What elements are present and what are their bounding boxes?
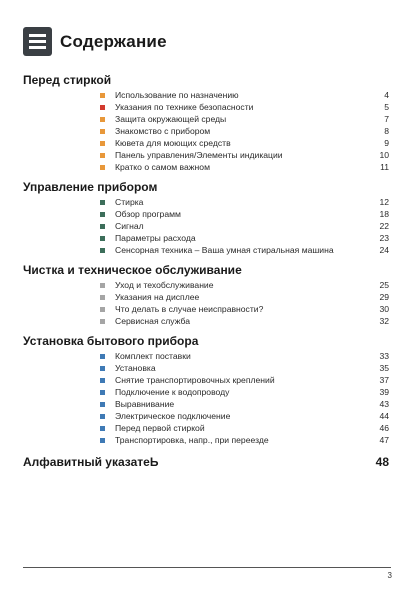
bullet-square-icon bbox=[100, 248, 105, 253]
toc-entry[interactable] bbox=[23, 196, 389, 208]
toc-entry[interactable] bbox=[23, 149, 389, 161]
entry-page-number: 33 bbox=[379, 351, 389, 361]
entry-page-number: 18 bbox=[379, 209, 389, 219]
toc-entry[interactable] bbox=[23, 137, 389, 149]
entry-label: Кювета для моющих средств bbox=[115, 138, 231, 148]
entry-label: Снятие транспортировочных креплений bbox=[115, 375, 275, 385]
entry-label: Панель управления/Элементы индикации bbox=[115, 150, 283, 160]
entry-label: Комплект поставки bbox=[115, 351, 191, 361]
bullet-square-icon bbox=[100, 414, 105, 419]
bullet-square-icon bbox=[100, 390, 105, 395]
bullet-square-icon bbox=[100, 366, 105, 371]
entry-page-number: 5 bbox=[384, 102, 389, 112]
entry-label: Что делать в случае неисправности? bbox=[115, 304, 264, 314]
bullet-square-icon bbox=[100, 117, 105, 122]
toc-entry[interactable] bbox=[23, 410, 389, 422]
entry-page-number: 24 bbox=[379, 245, 389, 255]
entry-page-number: 30 bbox=[379, 304, 389, 314]
entry-label: Знакомство с прибором bbox=[115, 126, 211, 136]
entry-label: Транспортировка, напр., при переезде bbox=[115, 435, 269, 445]
bullet-square-icon bbox=[100, 200, 105, 205]
bullet-square-icon bbox=[100, 426, 105, 431]
toc-entry[interactable] bbox=[23, 374, 389, 386]
toc-entry[interactable] bbox=[23, 422, 389, 434]
bullet-square-icon bbox=[100, 165, 105, 170]
entry-label: Уход и техобслуживание bbox=[115, 280, 214, 290]
section-title: Установка бытового прибора bbox=[23, 334, 199, 348]
toc-entry[interactable] bbox=[23, 279, 389, 291]
toc-entry[interactable] bbox=[23, 161, 389, 173]
entry-label: Выравнивание bbox=[115, 399, 175, 409]
bullet-square-icon bbox=[100, 236, 105, 241]
entry-label: Параметры расхода bbox=[115, 233, 196, 243]
section-title: Чистка и техническое обслуживание bbox=[23, 263, 242, 277]
bullet-square-icon bbox=[100, 307, 105, 312]
entry-page-number: 46 bbox=[379, 423, 389, 433]
page-title: Содержание bbox=[60, 31, 167, 51]
entry-page-number: 29 bbox=[379, 292, 389, 302]
bullet-square-icon bbox=[100, 224, 105, 229]
bullet-square-icon bbox=[100, 402, 105, 407]
bullet-square-icon bbox=[100, 354, 105, 359]
entry-label: Сенсорная техника – Ваша умная стиральная машина bbox=[115, 245, 334, 255]
bullet-square-icon bbox=[100, 212, 105, 217]
bullet-square-icon bbox=[100, 438, 105, 443]
toc-entry[interactable] bbox=[23, 244, 389, 256]
toc-entry[interactable] bbox=[23, 220, 389, 232]
table-of-contents bbox=[23, 72, 389, 471]
toc-entry[interactable] bbox=[23, 125, 389, 137]
entry-label: Перед первой стиркой bbox=[115, 423, 205, 433]
entry-label: Использование по назначению bbox=[115, 90, 239, 100]
entry-label: Обзор программ bbox=[115, 209, 181, 219]
entry-page-number: 9 bbox=[384, 138, 389, 148]
menu-icon bbox=[23, 27, 52, 56]
section-title: Управление прибором bbox=[23, 180, 158, 194]
section-title: Перед стиркой bbox=[23, 73, 112, 87]
toc-entry[interactable] bbox=[23, 434, 389, 446]
toc-entry[interactable] bbox=[23, 101, 389, 113]
bullet-square-icon bbox=[100, 295, 105, 300]
entry-label: Защита окружающей среды bbox=[115, 114, 227, 124]
footer-divider bbox=[23, 567, 391, 568]
toc-entry[interactable] bbox=[23, 362, 389, 374]
header bbox=[23, 27, 167, 56]
entry-page-number: 44 bbox=[379, 411, 389, 421]
entry-page-number: 8 bbox=[384, 126, 389, 136]
entry-page-number: 47 bbox=[379, 435, 389, 445]
toc-entry[interactable] bbox=[23, 315, 389, 327]
entry-page-number: 35 bbox=[379, 363, 389, 373]
toc-entry[interactable] bbox=[23, 208, 389, 220]
entry-label: Стирка bbox=[115, 197, 144, 207]
entry-page-number: 7 bbox=[384, 114, 389, 124]
toc-section bbox=[23, 262, 389, 327]
toc-entry[interactable] bbox=[23, 350, 389, 362]
toc-entry[interactable] bbox=[23, 232, 389, 244]
toc-entry[interactable] bbox=[23, 386, 389, 398]
bullet-square-icon bbox=[100, 378, 105, 383]
entry-label: Электрическое подключение bbox=[115, 411, 231, 421]
entry-label: Подключение к водопроводу bbox=[115, 387, 230, 397]
entry-label: Кратко о самом важном bbox=[115, 162, 210, 172]
bullet-square-icon bbox=[100, 141, 105, 146]
entry-page-number: 11 bbox=[380, 162, 389, 172]
entry-label: Указания по технике безопасности bbox=[115, 102, 254, 112]
bullet-square-icon bbox=[100, 93, 105, 98]
entry-page-number: 23 bbox=[379, 233, 389, 243]
entry-page-number: 37 bbox=[379, 375, 389, 385]
index-page-number: 48 bbox=[375, 455, 389, 469]
page-number: 3 bbox=[387, 571, 392, 580]
index-label: Алфавитный указатеЬ bbox=[23, 455, 159, 469]
toc-section bbox=[23, 333, 389, 446]
toc-section bbox=[23, 179, 389, 256]
entry-label: Сервисная служба bbox=[115, 316, 191, 326]
bullet-square-icon bbox=[100, 319, 105, 324]
entry-page-number: 43 bbox=[379, 399, 389, 409]
toc-section bbox=[23, 72, 389, 173]
index-entry[interactable] bbox=[23, 454, 389, 471]
bullet-square-icon bbox=[100, 153, 105, 158]
entry-page-number: 4 bbox=[384, 90, 389, 100]
entry-page-number: 32 bbox=[379, 316, 389, 326]
toc-entry[interactable] bbox=[23, 303, 389, 315]
bullet-square-icon bbox=[100, 129, 105, 134]
entry-page-number: 25 bbox=[379, 280, 389, 290]
entry-page-number: 39 bbox=[379, 387, 389, 397]
entry-label: Установка bbox=[115, 363, 156, 373]
bullet-square-icon bbox=[100, 105, 105, 110]
entry-label: Сигнал bbox=[115, 221, 144, 231]
entry-page-number: 22 bbox=[379, 221, 389, 231]
bullet-square-icon bbox=[100, 283, 105, 288]
toc-entry[interactable] bbox=[23, 291, 389, 303]
toc-entry[interactable] bbox=[23, 113, 389, 125]
entry-page-number: 10 bbox=[379, 150, 389, 160]
entry-page-number: 12 bbox=[379, 197, 389, 207]
toc-entry[interactable] bbox=[23, 89, 389, 101]
entry-label: Указания на дисплее bbox=[115, 292, 200, 302]
toc-entry[interactable] bbox=[23, 398, 389, 410]
